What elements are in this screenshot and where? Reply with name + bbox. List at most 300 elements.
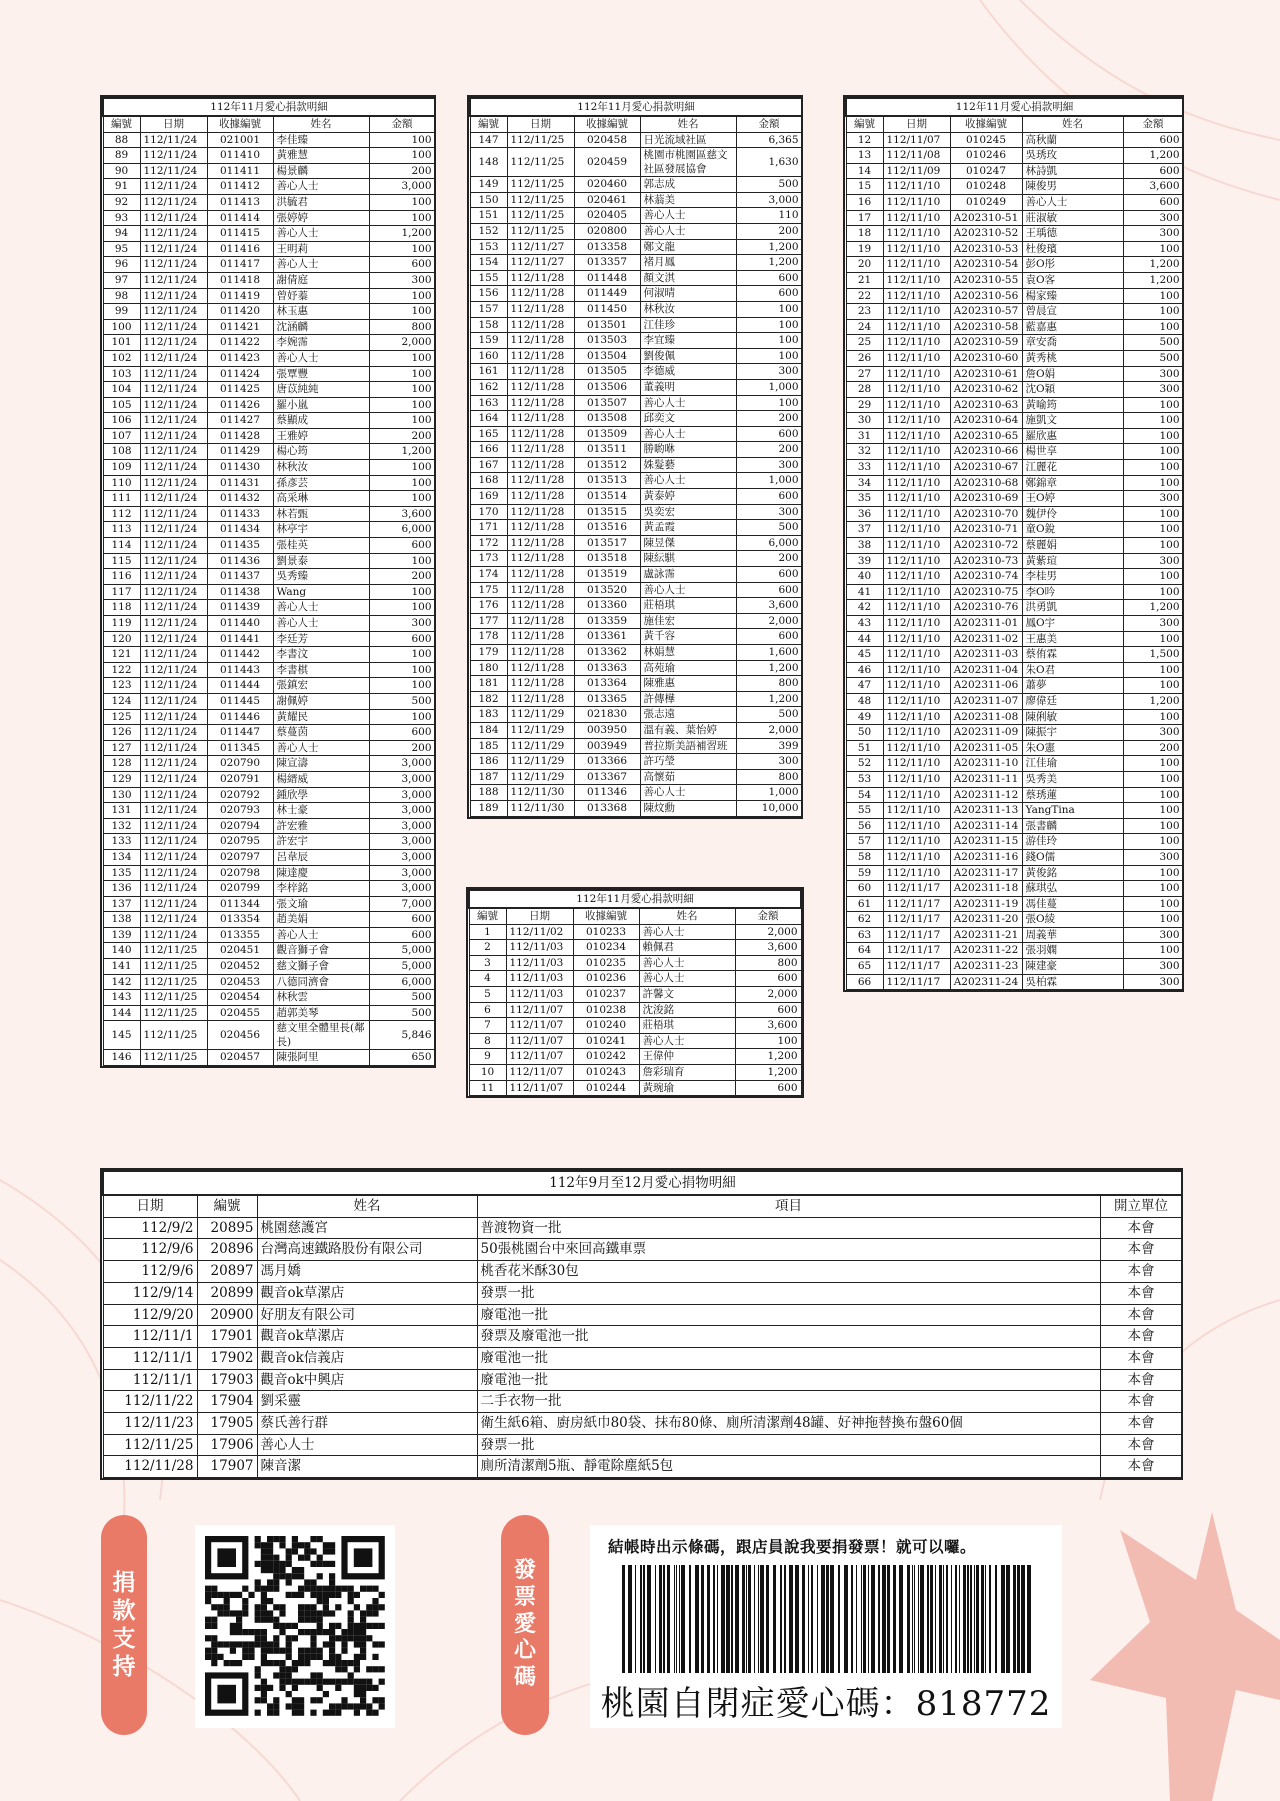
date-cell: 112/11/27 bbox=[507, 239, 574, 255]
gift-donor: 善心人士 bbox=[257, 1434, 477, 1456]
amount-cell: 5,000 bbox=[369, 959, 435, 975]
donor-name: 善心人士 bbox=[273, 740, 369, 756]
table-row bbox=[846, 241, 1183, 257]
donor-name: 廖偉廷 bbox=[1022, 693, 1123, 709]
receipt-number: A202311-22 bbox=[950, 943, 1022, 959]
row-number: 182 bbox=[470, 691, 507, 707]
table-title: 112年11月愛心捐款明細 bbox=[846, 98, 1183, 116]
row-number: 91 bbox=[103, 179, 140, 195]
date-cell: 112/11/28 bbox=[507, 691, 574, 707]
amount-cell: 1,200 bbox=[736, 255, 802, 271]
table-row bbox=[469, 971, 801, 987]
row-number: 44 bbox=[846, 631, 883, 647]
donor-name: 童O銳 bbox=[1022, 522, 1123, 538]
receipt-number: 013507 bbox=[574, 395, 640, 411]
gift-item: 廁所清潔劑5瓶、靜電除塵紙5包 bbox=[477, 1456, 1100, 1478]
amount-cell: 2,000 bbox=[736, 613, 802, 629]
donor-name: 楊景麟 bbox=[273, 163, 369, 179]
table-row bbox=[846, 288, 1183, 304]
receipt-number: 013515 bbox=[574, 504, 640, 520]
date-cell: 112/11/28 bbox=[507, 582, 574, 598]
donor-name: 詹O娟 bbox=[1022, 366, 1123, 382]
amount-cell: 100 bbox=[1123, 538, 1183, 554]
donor-name: 李廷芳 bbox=[273, 631, 369, 647]
donor-name: 許宏宇 bbox=[273, 834, 369, 850]
donor-name: 林詩凱 bbox=[1022, 163, 1123, 179]
receipt-number: 011429 bbox=[207, 444, 273, 460]
date-cell: 112/11/24 bbox=[140, 288, 207, 304]
donor-name: 王O婷 bbox=[1022, 491, 1123, 507]
row-number: 152 bbox=[470, 223, 507, 239]
gift-date: 112/11/1 bbox=[103, 1347, 197, 1369]
row-number: 41 bbox=[846, 584, 883, 600]
column-header: 收據編號 bbox=[573, 908, 639, 924]
amount-cell: 3,600 bbox=[1123, 179, 1183, 195]
amount-cell: 3,000 bbox=[736, 192, 802, 208]
amount-cell: 3,000 bbox=[369, 756, 435, 772]
row-number: 97 bbox=[103, 272, 140, 288]
date-cell: 112/11/17 bbox=[883, 912, 950, 928]
table-row bbox=[470, 473, 802, 489]
date-cell: 112/11/24 bbox=[140, 491, 207, 507]
receipt-number: 013366 bbox=[574, 754, 640, 770]
table-row bbox=[103, 460, 435, 476]
date-cell: 112/11/10 bbox=[883, 538, 950, 554]
table-row bbox=[846, 834, 1183, 850]
date-cell: 112/11/10 bbox=[883, 506, 950, 522]
date-cell: 112/11/10 bbox=[883, 522, 950, 538]
table-row bbox=[103, 1021, 435, 1050]
date-cell: 112/11/24 bbox=[140, 194, 207, 210]
row-number: 7 bbox=[469, 1018, 506, 1034]
amount-cell: 7,000 bbox=[369, 896, 435, 912]
issuing-unit: 本會 bbox=[1100, 1217, 1182, 1239]
amount-cell: 100 bbox=[1123, 522, 1183, 538]
receipt-number: 020455 bbox=[207, 1005, 273, 1021]
receipt-number: A202311-13 bbox=[950, 803, 1022, 819]
row-number: 136 bbox=[103, 881, 140, 897]
receipt-number: 013519 bbox=[574, 567, 640, 583]
amount-cell: 1,000 bbox=[736, 473, 802, 489]
table-row bbox=[846, 818, 1183, 834]
row-number: 28 bbox=[846, 382, 883, 398]
donor-name: 陳達慶 bbox=[273, 865, 369, 881]
row-number: 54 bbox=[846, 787, 883, 803]
date-cell: 112/11/10 bbox=[883, 272, 950, 288]
receipt-number: A202311-18 bbox=[950, 881, 1022, 897]
row-number: 183 bbox=[470, 707, 507, 723]
table-row bbox=[846, 272, 1183, 288]
donor-name: 李書棋 bbox=[273, 662, 369, 678]
donor-name: 高秋蘭 bbox=[1022, 132, 1123, 148]
row-number: 36 bbox=[846, 506, 883, 522]
receipt-number: A202310-52 bbox=[950, 226, 1022, 242]
row-number: 177 bbox=[470, 613, 507, 629]
gift-item: 50張桃園台中來回高鐵車票 bbox=[477, 1239, 1100, 1261]
receipt-number: 011435 bbox=[207, 538, 273, 554]
row-number: 40 bbox=[846, 569, 883, 585]
date-cell: 112/11/25 bbox=[140, 943, 207, 959]
gift-date: 112/11/22 bbox=[103, 1391, 197, 1413]
donor-name: 何淑晴 bbox=[640, 286, 736, 302]
date-cell: 112/11/28 bbox=[507, 535, 574, 551]
table-row bbox=[469, 986, 801, 1002]
column-header: 收據編號 bbox=[207, 116, 273, 132]
row-number: 39 bbox=[846, 553, 883, 569]
donor-name: 邱奕文 bbox=[640, 411, 736, 427]
date-cell: 112/11/10 bbox=[883, 397, 950, 413]
donor-name: 洪勇凱 bbox=[1022, 600, 1123, 616]
donor-name: 張志遠 bbox=[640, 707, 736, 723]
amount-cell: 100 bbox=[1123, 288, 1183, 304]
date-cell: 112/11/28 bbox=[507, 348, 574, 364]
table-row bbox=[846, 226, 1183, 242]
amount-cell: 100 bbox=[1123, 896, 1183, 912]
date-cell: 112/11/24 bbox=[140, 771, 207, 787]
donor-name: 江佳珍 bbox=[640, 317, 736, 333]
date-cell: 112/11/24 bbox=[140, 896, 207, 912]
donor-name: 張羽嫻 bbox=[1022, 943, 1123, 959]
date-cell: 112/11/28 bbox=[507, 504, 574, 520]
date-cell: 112/11/10 bbox=[883, 616, 950, 632]
date-cell: 112/11/28 bbox=[507, 676, 574, 692]
date-cell: 112/11/24 bbox=[140, 803, 207, 819]
donor-name: 沈浚銘 bbox=[639, 1002, 735, 1018]
amount-cell: 100 bbox=[369, 397, 435, 413]
gift-date: 112/9/6 bbox=[103, 1261, 197, 1283]
row-number: 160 bbox=[470, 348, 507, 364]
amount-cell: 100 bbox=[369, 491, 435, 507]
amount-cell: 6,365 bbox=[736, 132, 802, 148]
receipt-number: 020457 bbox=[207, 1050, 273, 1066]
date-cell: 112/11/24 bbox=[140, 210, 207, 226]
amount-cell: 100 bbox=[369, 241, 435, 257]
row-number: 179 bbox=[470, 645, 507, 661]
column-header: 編號 bbox=[469, 908, 506, 924]
love-code: 桃園自閉症愛心碼：818772 bbox=[600, 1684, 1052, 1724]
gift-row bbox=[103, 1326, 1182, 1348]
row-number: 156 bbox=[470, 286, 507, 302]
table-row bbox=[846, 631, 1183, 647]
table-row bbox=[846, 491, 1183, 507]
date-cell: 112/11/28 bbox=[507, 567, 574, 583]
date-cell: 112/11/10 bbox=[883, 194, 950, 210]
row-number: 185 bbox=[470, 738, 507, 754]
receipt-number: 010243 bbox=[573, 1064, 639, 1080]
date-cell: 112/11/28 bbox=[507, 317, 574, 333]
receipt-number: A202310-53 bbox=[950, 241, 1022, 257]
amount-cell: 3,600 bbox=[735, 1018, 801, 1034]
table-row bbox=[846, 460, 1183, 476]
amount-cell: 3,000 bbox=[369, 849, 435, 865]
column-header: 項目 bbox=[477, 1195, 1100, 1217]
row-number: 63 bbox=[846, 927, 883, 943]
amount-cell: 100 bbox=[369, 413, 435, 429]
table-row bbox=[470, 192, 802, 208]
gift-donor: 觀音ok中興店 bbox=[257, 1369, 477, 1391]
gift-item: 廢電池一批 bbox=[477, 1304, 1100, 1326]
date-cell: 112/11/10 bbox=[883, 818, 950, 834]
receipt-number: 020460 bbox=[574, 177, 640, 193]
row-number: 173 bbox=[470, 551, 507, 567]
receipt-number: A202311-03 bbox=[950, 647, 1022, 663]
row-number: 6 bbox=[469, 1002, 506, 1018]
column-header: 日期 bbox=[883, 116, 950, 132]
amount-cell: 600 bbox=[736, 426, 802, 442]
amount-cell: 600 bbox=[1123, 132, 1183, 148]
gift-number: 17901 bbox=[197, 1326, 257, 1348]
receipt-number: 010234 bbox=[573, 940, 639, 956]
row-number: 159 bbox=[470, 333, 507, 349]
table-row bbox=[103, 896, 435, 912]
issuing-unit: 本會 bbox=[1100, 1261, 1182, 1283]
amount-cell: 600 bbox=[736, 629, 802, 645]
table-row bbox=[470, 769, 802, 785]
donor-name: 藍嘉惠 bbox=[1022, 319, 1123, 335]
donor-name: 吳柏霖 bbox=[1022, 974, 1123, 990]
receipt-number: 020453 bbox=[207, 974, 273, 990]
date-cell: 112/11/24 bbox=[140, 444, 207, 460]
donor-name: 褚月鳳 bbox=[640, 255, 736, 271]
column-header: 編號 bbox=[103, 116, 140, 132]
donor-name: 善心人士 bbox=[639, 971, 735, 987]
date-cell: 112/11/10 bbox=[883, 584, 950, 600]
row-number: 181 bbox=[470, 676, 507, 692]
row-number: 132 bbox=[103, 818, 140, 834]
gift-donor: 馮月嬌 bbox=[257, 1261, 477, 1283]
receipt-number: 011444 bbox=[207, 678, 273, 694]
table-row bbox=[103, 647, 435, 663]
receipt-number: 011439 bbox=[207, 600, 273, 616]
row-number: 17 bbox=[846, 210, 883, 226]
amount-cell: 100 bbox=[369, 132, 435, 148]
row-number: 175 bbox=[470, 582, 507, 598]
donor-name: 桃園市桃園區慈文社區發展協會 bbox=[640, 148, 736, 177]
date-cell: 112/11/10 bbox=[883, 350, 950, 366]
table-title: 112年11月愛心捐款明細 bbox=[470, 98, 802, 116]
amount-cell: 100 bbox=[736, 317, 802, 333]
table-row bbox=[846, 584, 1183, 600]
gift-table bbox=[100, 1168, 1183, 1480]
amount-cell: 100 bbox=[369, 194, 435, 210]
table-row bbox=[470, 800, 802, 816]
row-number: 140 bbox=[103, 943, 140, 959]
table-row bbox=[470, 301, 802, 317]
donor-name: 張婷婷 bbox=[273, 210, 369, 226]
receipt-number: 013517 bbox=[574, 535, 640, 551]
row-number: 100 bbox=[103, 319, 140, 335]
table-row bbox=[846, 428, 1183, 444]
amount-cell: 800 bbox=[736, 769, 802, 785]
row-number: 142 bbox=[103, 974, 140, 990]
donor-name: 八德同濟會 bbox=[273, 974, 369, 990]
gift-number: 17906 bbox=[197, 1434, 257, 1456]
amount-cell: 2,000 bbox=[736, 722, 802, 738]
row-number: 4 bbox=[469, 971, 506, 987]
row-number: 117 bbox=[103, 584, 140, 600]
amount-cell: 300 bbox=[1123, 491, 1183, 507]
column-header: 編號 bbox=[197, 1195, 257, 1217]
amount-cell: 200 bbox=[736, 223, 802, 239]
donor-name: 黃紫瑄 bbox=[1022, 553, 1123, 569]
table-row bbox=[846, 849, 1183, 865]
amount-cell: 100 bbox=[369, 460, 435, 476]
donor-name: 賴佩君 bbox=[639, 940, 735, 956]
date-cell: 112/11/24 bbox=[140, 912, 207, 928]
amount-cell: 100 bbox=[369, 382, 435, 398]
table-row bbox=[103, 584, 435, 600]
row-number: 58 bbox=[846, 849, 883, 865]
amount-cell: 600 bbox=[736, 489, 802, 505]
column-header: 編號 bbox=[846, 116, 883, 132]
receipt-number: A202311-16 bbox=[950, 849, 1022, 865]
amount-cell: 200 bbox=[369, 163, 435, 179]
row-number: 20 bbox=[846, 257, 883, 273]
amount-cell: 100 bbox=[1123, 413, 1183, 429]
row-number: 134 bbox=[103, 849, 140, 865]
amount-cell: 3,000 bbox=[369, 881, 435, 897]
amount-cell: 600 bbox=[736, 582, 802, 598]
table-row bbox=[103, 616, 435, 632]
date-cell: 112/11/10 bbox=[883, 413, 950, 429]
row-number: 165 bbox=[470, 426, 507, 442]
receipt-number: 011434 bbox=[207, 522, 273, 538]
receipt-number: 011436 bbox=[207, 553, 273, 569]
issuing-unit: 本會 bbox=[1100, 1456, 1182, 1478]
receipt-number: 020451 bbox=[207, 943, 273, 959]
row-number: 64 bbox=[846, 943, 883, 959]
gift-item: 桃香花米酥30包 bbox=[477, 1261, 1100, 1283]
receipt-number: A202311-19 bbox=[950, 896, 1022, 912]
date-cell: 112/11/28 bbox=[507, 301, 574, 317]
donor-name: 善心人士 bbox=[273, 350, 369, 366]
donor-name: 楊心筠 bbox=[273, 444, 369, 460]
amount-cell: 1,200 bbox=[369, 444, 435, 460]
gift-donor: 觀音ok草漯店 bbox=[257, 1326, 477, 1348]
date-cell: 112/11/24 bbox=[140, 709, 207, 725]
column-header: 日期 bbox=[507, 116, 574, 132]
table-row bbox=[846, 538, 1183, 554]
donor-name: 羅欣惠 bbox=[1022, 428, 1123, 444]
table-row bbox=[846, 335, 1183, 351]
date-cell: 112/11/24 bbox=[140, 335, 207, 351]
star-icon bbox=[1090, 1512, 1280, 1801]
donor-name: 王惠美 bbox=[1022, 631, 1123, 647]
receipt-number: 003949 bbox=[574, 738, 640, 754]
barcode-icon[interactable] bbox=[618, 1565, 1034, 1673]
receipt-number: A202311-24 bbox=[950, 974, 1022, 990]
receipt-number: 013504 bbox=[574, 348, 640, 364]
row-number: 133 bbox=[103, 834, 140, 850]
issuing-unit: 本會 bbox=[1100, 1391, 1182, 1413]
amount-cell: 2,000 bbox=[369, 335, 435, 351]
gift-item: 廢電池一批 bbox=[477, 1369, 1100, 1391]
amount-cell: 500 bbox=[736, 707, 802, 723]
amount-cell: 300 bbox=[1123, 382, 1183, 398]
amount-cell: 2,000 bbox=[735, 924, 801, 940]
gift-row bbox=[103, 1261, 1182, 1283]
receipt-number: 010233 bbox=[573, 924, 639, 940]
receipt-number: 011420 bbox=[207, 304, 273, 320]
donor-name: 姝髮藝 bbox=[640, 457, 736, 473]
donor-name: 杜俊璸 bbox=[1022, 241, 1123, 257]
gift-number: 17904 bbox=[197, 1391, 257, 1413]
amount-cell: 500 bbox=[736, 177, 802, 193]
donor-name: 王瑀德 bbox=[1022, 226, 1123, 242]
amount-cell: 300 bbox=[1123, 226, 1183, 242]
receipt-number: 020792 bbox=[207, 787, 273, 803]
amount-cell: 600 bbox=[369, 927, 435, 943]
receipt-number: 011440 bbox=[207, 616, 273, 632]
gift-row bbox=[103, 1217, 1182, 1239]
date-cell: 112/11/24 bbox=[140, 148, 207, 164]
column-header: 金額 bbox=[735, 908, 801, 924]
table-row bbox=[470, 754, 802, 770]
date-cell: 112/11/10 bbox=[883, 693, 950, 709]
row-number: 155 bbox=[470, 270, 507, 286]
table-row bbox=[470, 177, 802, 193]
amount-cell: 100 bbox=[369, 553, 435, 569]
date-cell: 112/11/09 bbox=[883, 163, 950, 179]
date-cell: 112/11/10 bbox=[883, 771, 950, 787]
receipt-number: 011416 bbox=[207, 241, 273, 257]
table-row bbox=[470, 442, 802, 458]
receipt-number: A202310-62 bbox=[950, 382, 1022, 398]
amount-cell: 100 bbox=[369, 475, 435, 491]
date-cell: 112/11/28 bbox=[507, 457, 574, 473]
table-row bbox=[470, 333, 802, 349]
gift-number: 20900 bbox=[197, 1304, 257, 1326]
amount-cell: 100 bbox=[1123, 397, 1183, 413]
column-header: 金額 bbox=[736, 116, 802, 132]
receipt-number: 013362 bbox=[574, 645, 640, 661]
donor-name: 許馨文 bbox=[639, 986, 735, 1002]
date-cell: 112/11/29 bbox=[507, 754, 574, 770]
amount-cell: 100 bbox=[369, 366, 435, 382]
row-number: 163 bbox=[470, 395, 507, 411]
receipt-number: 021830 bbox=[574, 707, 640, 723]
row-number: 167 bbox=[470, 457, 507, 473]
date-cell: 112/11/24 bbox=[140, 818, 207, 834]
date-cell: 112/11/24 bbox=[140, 538, 207, 554]
receipt-number: 010242 bbox=[573, 1049, 639, 1065]
donor-name: 張文瑜 bbox=[273, 896, 369, 912]
table-row bbox=[103, 194, 435, 210]
amount-cell: 500 bbox=[369, 693, 435, 709]
donor-name: 日光流域社區 bbox=[640, 132, 736, 148]
table-row bbox=[846, 569, 1183, 585]
donor-name: 謝佩婷 bbox=[273, 693, 369, 709]
table-row bbox=[846, 179, 1183, 195]
date-cell: 112/11/28 bbox=[507, 286, 574, 302]
row-number: 143 bbox=[103, 990, 140, 1006]
column-header: 金額 bbox=[1123, 116, 1183, 132]
amount-cell: 300 bbox=[1123, 366, 1183, 382]
amount-cell: 2,000 bbox=[735, 986, 801, 1002]
gift-row bbox=[103, 1456, 1182, 1478]
donor-name: 楊家臻 bbox=[1022, 288, 1123, 304]
qr-code[interactable] bbox=[195, 1525, 395, 1728]
date-cell: 112/11/10 bbox=[883, 709, 950, 725]
amount-cell: 300 bbox=[1123, 974, 1183, 990]
row-number: 137 bbox=[103, 896, 140, 912]
receipt-number: 010245 bbox=[950, 132, 1022, 148]
donor-name: 李書汶 bbox=[273, 647, 369, 663]
date-cell: 112/11/24 bbox=[140, 272, 207, 288]
amount-cell: 3,000 bbox=[369, 834, 435, 850]
amount-cell: 1,200 bbox=[369, 226, 435, 242]
donor-name: 黃雅慧 bbox=[273, 148, 369, 164]
